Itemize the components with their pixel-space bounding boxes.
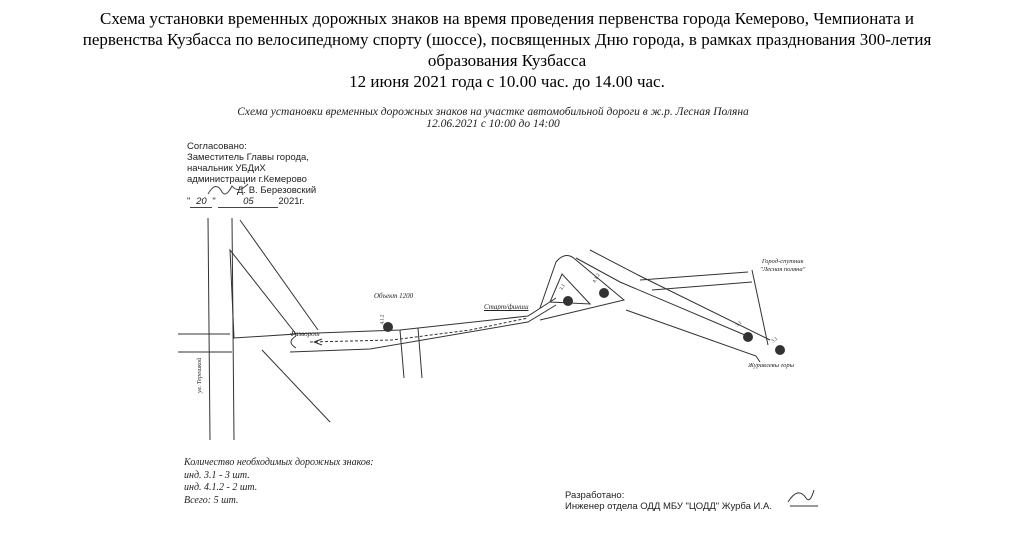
developer-block bbox=[565, 490, 772, 512]
developer-engineer: Инженер отдела ОДД МБУ "ЦОДД" Журба И.А. bbox=[565, 501, 772, 512]
approval-day: 20 bbox=[190, 196, 212, 208]
triangle-lower-edge bbox=[262, 350, 330, 422]
sign-label-zhuravlevy: 3.1 bbox=[771, 336, 780, 345]
label-start-finish: Старт/финиш bbox=[484, 303, 529, 311]
counts-line-2: инд. 4.1.2 - 2 шт. bbox=[184, 482, 258, 493]
satellite-road-vertical bbox=[752, 270, 768, 345]
header-line-4: 12 июня 2021 года с 10.00 час. до 14.00 час. bbox=[349, 72, 665, 91]
approval-name: Д. В. Березовский bbox=[237, 185, 317, 196]
developer-signature bbox=[784, 482, 820, 510]
label-street: ул. Терешкой bbox=[196, 357, 203, 393]
developer-label: Разработано: bbox=[565, 490, 625, 501]
object-road-left bbox=[400, 330, 404, 378]
road-to-satellite-top bbox=[640, 272, 748, 280]
label-satellite-1: Город-спутник bbox=[761, 258, 804, 265]
sign-3-1-zhuravlevy bbox=[775, 345, 785, 355]
approval-position-2: начальник УБДиХ bbox=[187, 163, 266, 174]
triangle-island bbox=[230, 250, 296, 338]
header-line-1: Схема установки временных дорожных знаков на время проведения первенства города Кемерово, Чемпионата и bbox=[100, 9, 914, 28]
counts-total: Всего: 5 шт. bbox=[184, 494, 239, 506]
label-turn: Разворот bbox=[291, 330, 320, 338]
right-triangle-outer bbox=[540, 255, 624, 320]
sign-4-1-2-triangle bbox=[599, 288, 609, 298]
sign-3-1-satellite bbox=[743, 332, 753, 342]
approval-signature bbox=[204, 178, 254, 202]
scheme-title: Схема установки временных дорожных знаков на участке автомобильной дороги в ж.р. Лесная Поляна bbox=[237, 106, 749, 118]
scheme-date: 12.06.2021 с 10:00 до 14:00 bbox=[426, 118, 560, 130]
counts-line-1: инд. 3.1 - 3 шт. bbox=[184, 469, 250, 481]
approval-position-3: администрации г.Кемерово bbox=[187, 174, 307, 185]
road-tereshkova-left-edge bbox=[208, 218, 210, 440]
label-object: Объект 1200 bbox=[374, 292, 414, 300]
approval-position-1: Заместитель Главы города, bbox=[187, 152, 309, 163]
sign-counts bbox=[184, 457, 374, 507]
sign-label-triangle-2: 4.1.2 bbox=[592, 272, 602, 285]
road-to-satellite-bottom bbox=[652, 282, 752, 290]
upper-road-top bbox=[576, 258, 752, 338]
header-line-3: образования Кузбасса bbox=[427, 51, 587, 70]
approval-month: 05 bbox=[218, 196, 278, 208]
triangle-outer-edge bbox=[240, 220, 318, 330]
header-line-2: первенства Кузбасса по велосипедному спорту (шоссе), посвященных Дню города, в рамках празднования 300-летия bbox=[82, 30, 932, 49]
sign-3-1-triangle bbox=[563, 296, 573, 306]
label-satellite-2: "Лесная поляна" bbox=[760, 266, 806, 273]
scheme-title-block bbox=[173, 106, 813, 130]
sign-label-object: 4.1.2 bbox=[380, 314, 386, 325]
upper-road-bottom bbox=[590, 250, 770, 340]
counts-title: Количество необходимых дорожных знаков: bbox=[184, 457, 374, 468]
sign-label-triangle: 3.1 bbox=[559, 283, 567, 292]
approval-date-line: " 20 " 05 2021г. bbox=[187, 196, 305, 207]
main-road-bottom-edge bbox=[290, 305, 556, 352]
road-to-zhuravlevy bbox=[626, 310, 760, 362]
approval-agreed: Согласовано: bbox=[187, 141, 247, 152]
sign-label-satellite: 3.1 bbox=[735, 320, 744, 329]
label-zhuravlevy: Журавлевы горы bbox=[748, 362, 795, 369]
approval-year: 2021г. bbox=[278, 196, 305, 207]
label-satellite bbox=[760, 258, 805, 274]
object-road-right bbox=[418, 328, 422, 378]
